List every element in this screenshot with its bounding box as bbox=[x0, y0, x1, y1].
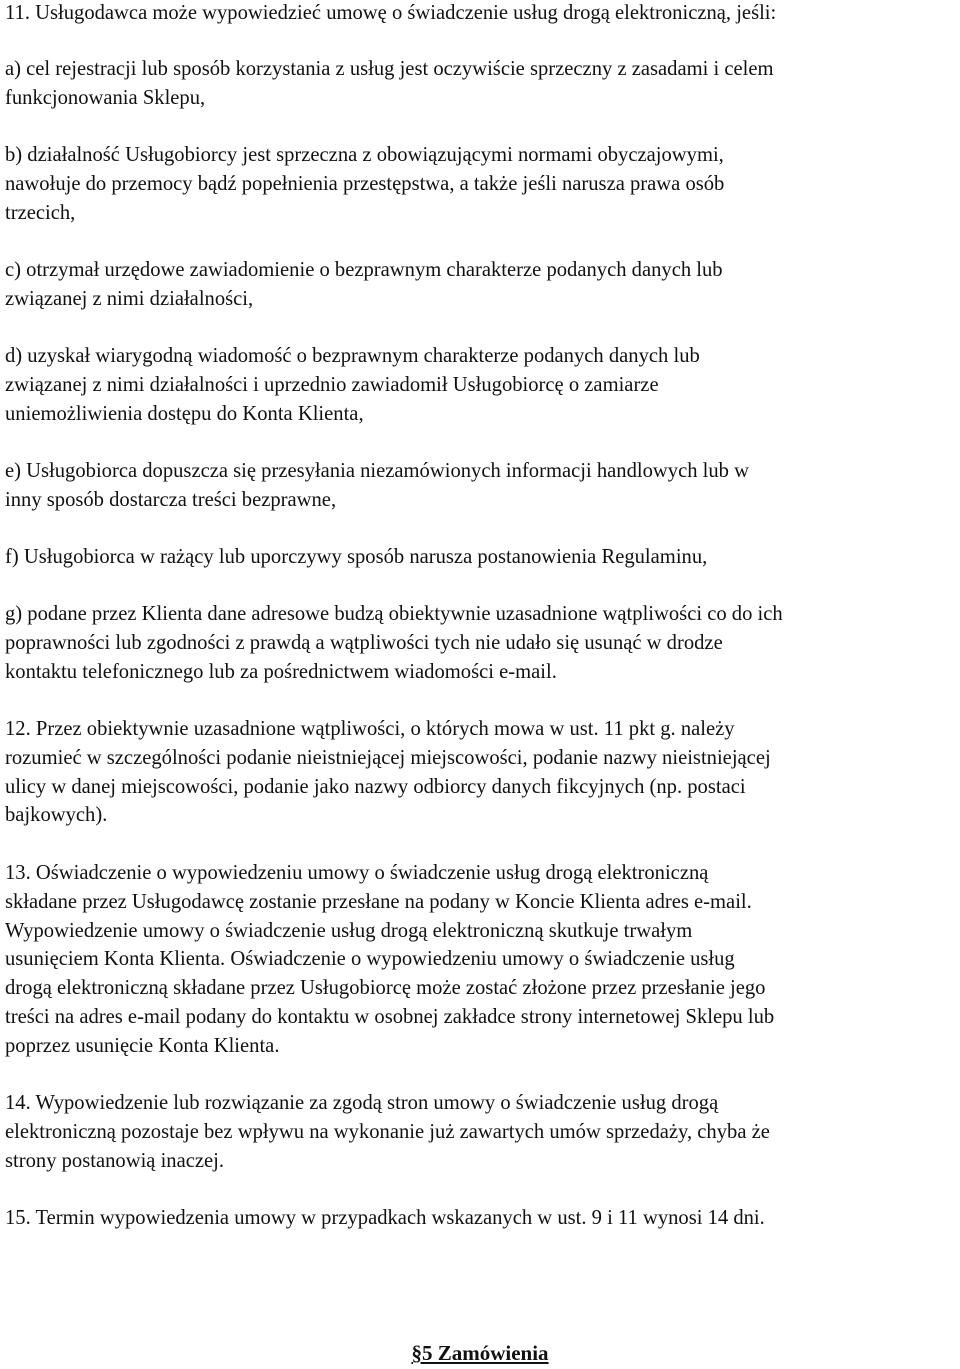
list-item-c: c) otrzymał urzędowe zawiadomienie o bezprawnym charakterze podanych danych lub związanej z nimi działalności, bbox=[5, 259, 723, 310]
paragraph-14: 14. Wypowiedzenie lub rozwiązanie za zgodą stron umowy o świadczenie usług drogą elektroniczną pozostaje bez wpływu na wykonanie już zawartych umów sprzedaży, chyba że strony postanowią inaczej. bbox=[5, 1092, 770, 1172]
list-item-d: d) uzyskał wiarygodną wiadomość o bezprawnym charakterze podanych danych lub związanej z nimi działalności i uprzednio zawiadomił Usługobiorcę o zamiarze uniemożliwienia dostępu do Konta Klienta, bbox=[5, 345, 700, 425]
paragraph-12: 12. Przez obiektywnie uzasadnione wątpliwości, o których mowa w ust. 11 pkt g. należy rozumieć w szczególności podanie nieistniejącej miejscowości, podanie nazwy nieistniejącej ulicy w danej miejscowości, podanie jako nazwy odbiorcy danych fikcyjnych (np. postaci bajkowych). bbox=[5, 718, 771, 827]
list-item-a: a) cel rejestracji lub sposób korzystania z usług jest oczywiście sprzeczny z zasadami i celem funkcjonowania Sklepu, bbox=[5, 58, 774, 109]
section-heading: §5 Zamówienia bbox=[411, 1341, 549, 1365]
list-item-b: b) działalność Usługobiorcy jest sprzeczna z obowiązującymi normami obyczajowymi, nawołuje do przemocy bądź popełnienia przestępstwa, a także jeśli narusza prawa osób trzecich, bbox=[5, 144, 725, 224]
list-item-f: f) Usługobiorca w rażący lub uporczywy sposób narusza postanowienia Regulaminu, bbox=[5, 546, 708, 568]
list-item-g: g) podane przez Klienta dane adresowe budzą obiektywnie uzasadnione wątpliwości co do ich poprawności lub zgodności z prawdą a wątpliwości tych nie udało się usunąć w drodze kontaktu telefonicznego lub za pośrednictwem wiadomości e-mail. bbox=[5, 603, 783, 683]
paragraph-13: 13. Oświadczenie o wypowiedzeniu umowy o świadczenie usług drogą elektroniczną składane przez Usługodawcę zostanie przesłane na podany w Koncie Klienta adres e-mail. Wypowiedzenie umowy o świadczenie usług drogą elektroniczną skutkuje trwałym usunięciem Konta Klienta. Oświadczenie o wypowiedzeniu umowy o świadczenie usług drogą elektroniczną składane przez Usługobiorcę może zostać złożone przez przesłanie jego treści na adres e-mail podany do kontaktu w osobnej zakładce strony internetowej Sklepu lub poprzez usunięcie Konta Klienta. bbox=[5, 862, 775, 1057]
paragraph-15: 15. Termin wypowiedzenia umowy w przypadkach wskazanych w ust. 9 i 11 wynosi 14 dni. bbox=[5, 1207, 765, 1229]
list-item-e: e) Usługobiorca dopuszcza się przesyłania niezamówionych informacji handlowych lub w inny sposób dostarcza treści bezprawne, bbox=[5, 460, 749, 511]
paragraph-11: 11. Usługodawca może wypowiedzieć umowę o świadczenie usług drogą elektroniczną, jeśli: bbox=[5, 2, 777, 24]
